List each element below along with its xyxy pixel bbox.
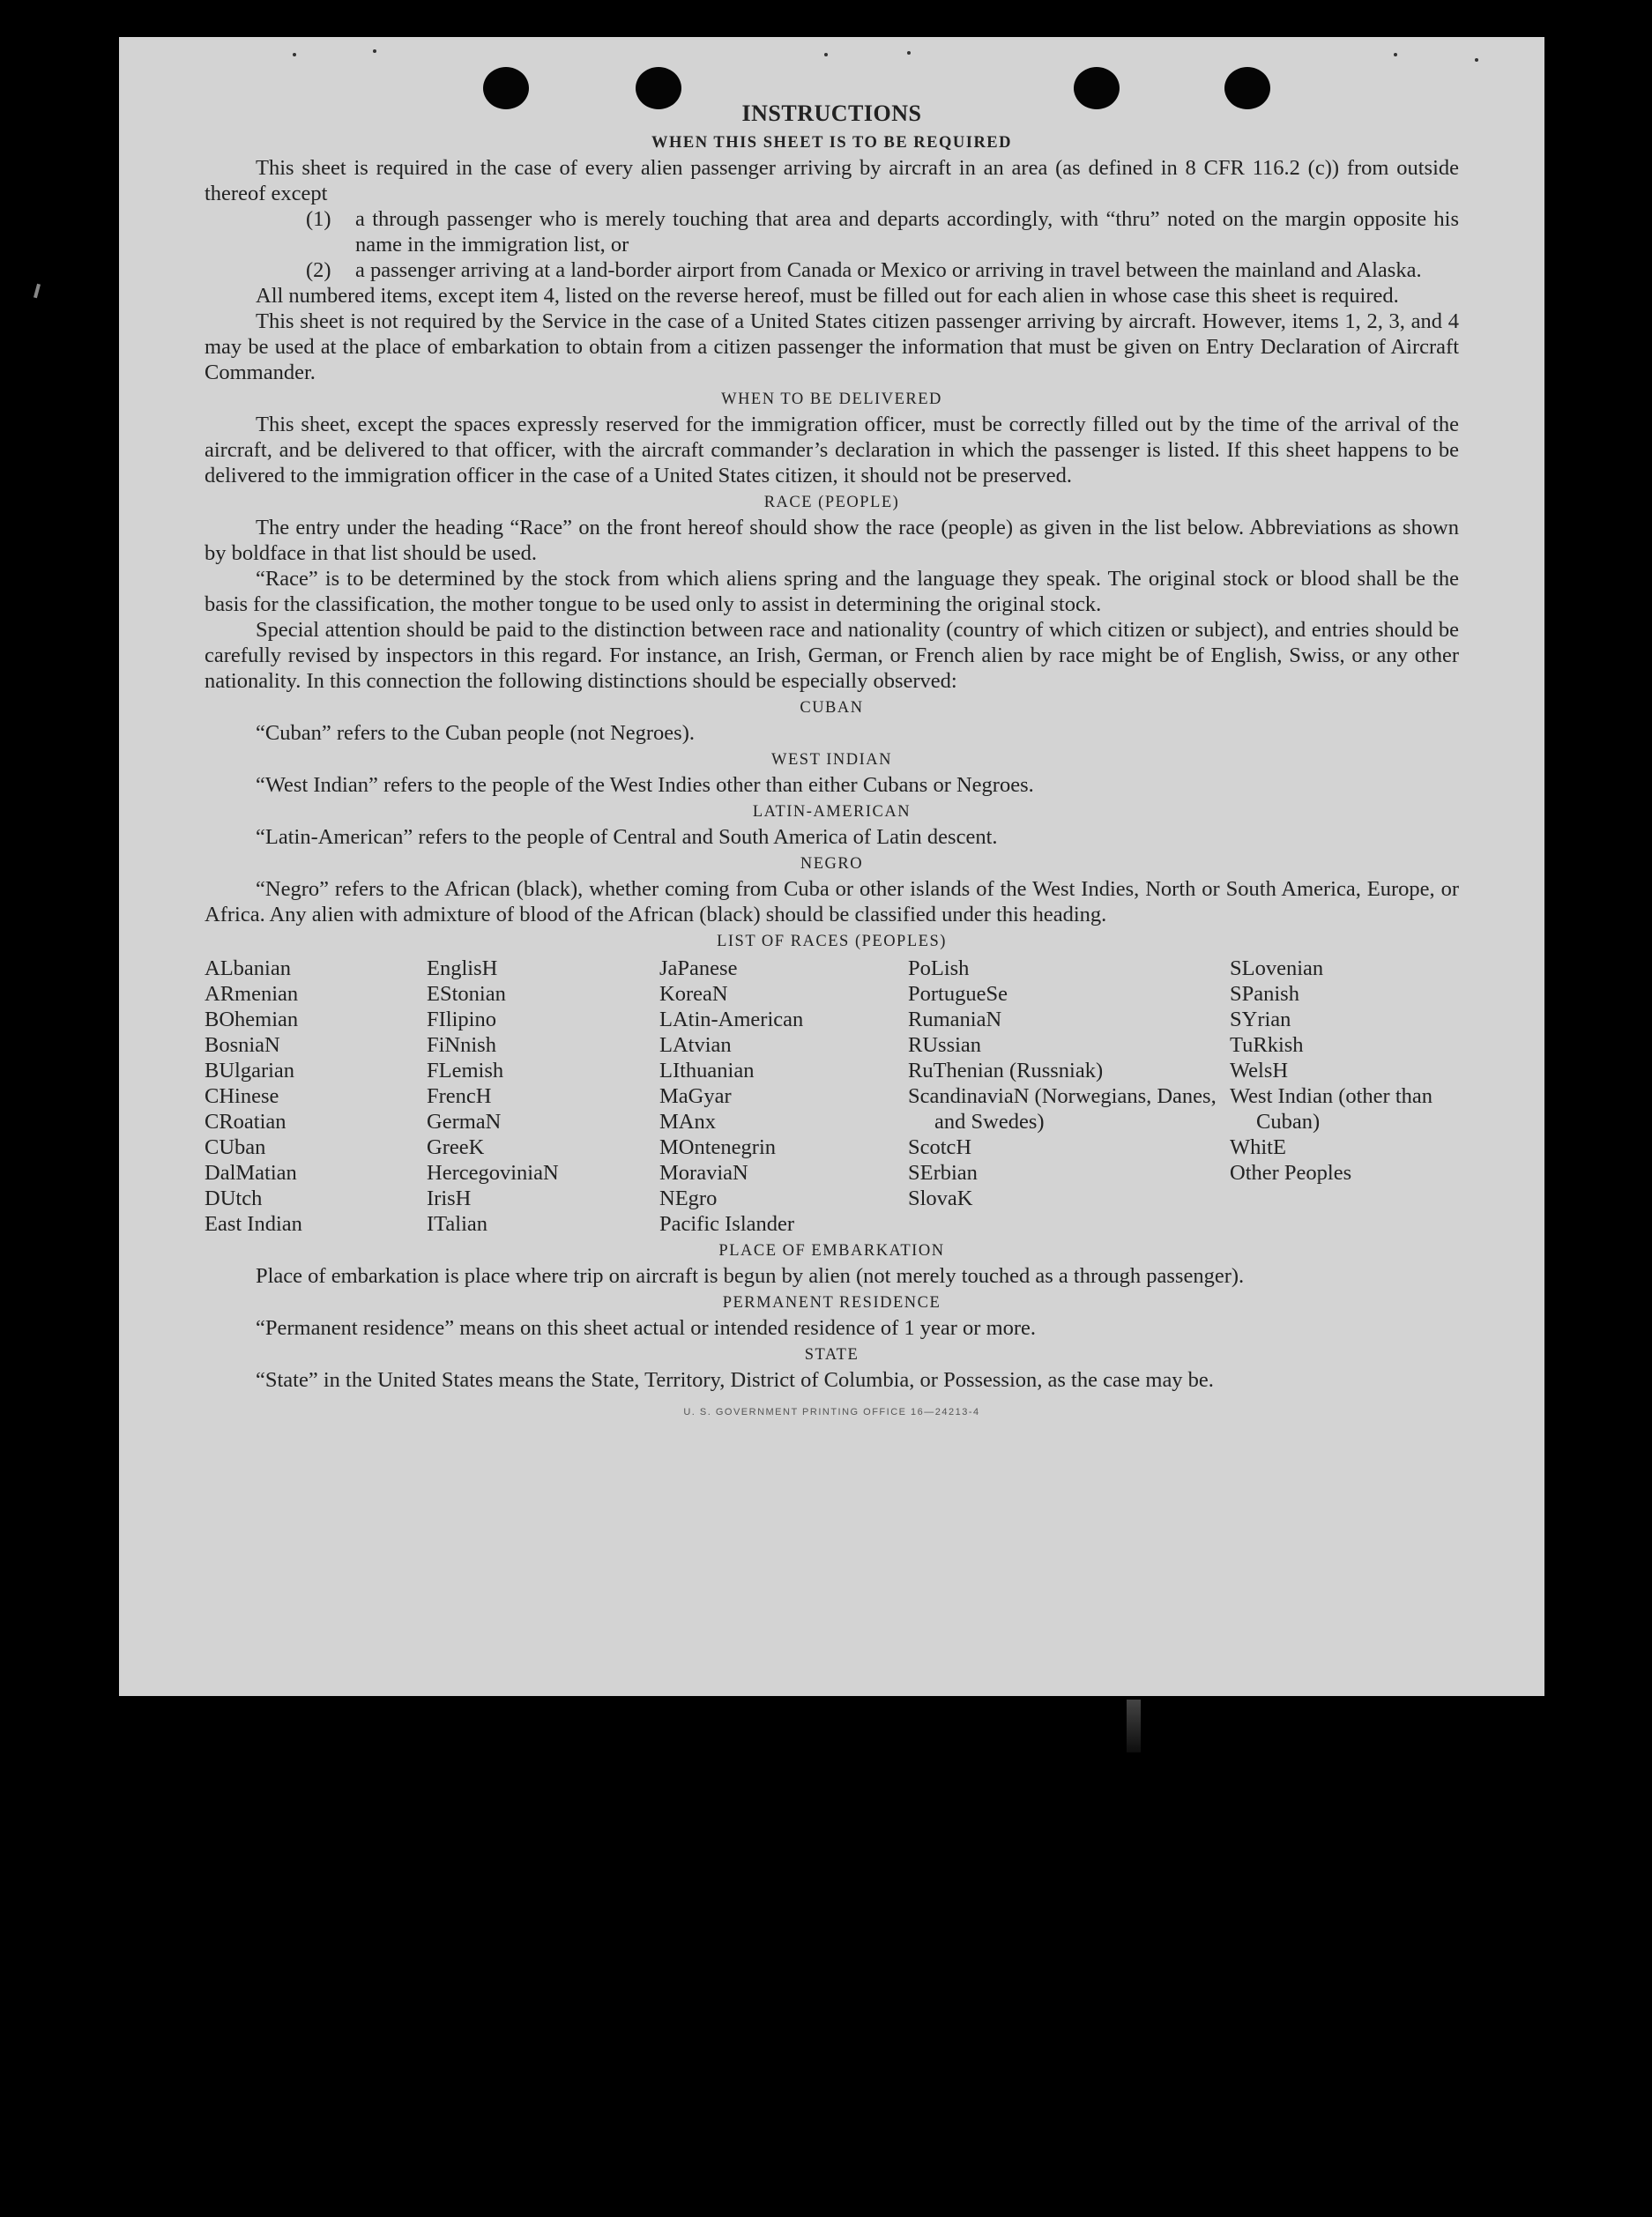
race-item: KoreaN xyxy=(659,982,728,1006)
race-item: ScandinaviaN (Norwegians, Danes, and Swedes) xyxy=(908,1084,1217,1134)
race-item: Other Peoples xyxy=(1230,1161,1352,1185)
race-column xyxy=(659,956,908,1237)
paragraph: Special attention should be paid to the distinction between race and nationality (country of which citizen or subject), and entries should be carefully revised by inspectors in this regard. For instance, an Irish, German, or French alien by race might be of English, Swiss, or any other nationality. In this connection the following distinctions should be especially observed: xyxy=(205,618,1459,693)
list-item xyxy=(306,206,1459,257)
race-item: RumaniaN xyxy=(908,1008,1002,1031)
section-heading: LIST OF RACES (PEOPLES) xyxy=(717,933,947,950)
race-item: JaPanese xyxy=(659,956,738,980)
race-item: PortugueSe xyxy=(908,982,1008,1006)
race-column xyxy=(1230,956,1459,1237)
race-item: ScotcH xyxy=(908,1135,972,1159)
race-item: MaGyar xyxy=(659,1084,732,1108)
race-item: CRoatian xyxy=(205,1110,286,1134)
race-item: ITalian xyxy=(427,1212,488,1236)
speck xyxy=(1394,53,1397,56)
race-item: SLovenian xyxy=(1230,956,1324,980)
section-heading: LATIN-AMERICAN xyxy=(752,803,912,821)
paragraph: “Permanent residence” means on this sheet actual or intended residence of 1 year or more. xyxy=(256,1316,1037,1340)
item-number: (1) xyxy=(306,207,331,231)
race-item: LAtin-American xyxy=(659,1008,804,1031)
paragraph: “State” in the United States means the State, Territory, District of Columbia, or Possession, as the case may be. xyxy=(256,1368,1214,1392)
item-text: a passenger arriving at a land-border airport from Canada or Mexico or arriving in travel between the mainland and Alaska. xyxy=(355,258,1422,282)
race-item: FIlipino xyxy=(427,1008,496,1031)
race-item: Pacific Islander xyxy=(659,1212,795,1236)
list-item xyxy=(306,257,1459,283)
race-item: ARmenian xyxy=(205,982,299,1006)
section-heading: PLACE OF EMBARKATION xyxy=(718,1242,945,1260)
race-item: RUssian xyxy=(908,1033,982,1057)
race-item: EStonian xyxy=(427,982,506,1006)
section-heading: WEST INDIAN xyxy=(771,751,892,769)
paragraph: “West Indian” refers to the people of the West Indies other than either Cubans or Negroes. xyxy=(256,773,1034,797)
paragraph: This sheet is required in the case of every alien passenger arriving by aircraft in an area (as defined in 8 CFR 116.2 (c)) from outside thereof except xyxy=(205,156,1459,205)
race-item: West Indian (other than Cuban) xyxy=(1230,1084,1433,1134)
race-item: WhitE xyxy=(1230,1135,1286,1159)
race-item: RuThenian (Russniak) xyxy=(908,1059,1104,1082)
paragraph: All numbered items, except item 4, listed on the reverse hereof, must be filled out for each alien in whose case this sheet is required. xyxy=(256,284,1399,308)
race-item: FLemish xyxy=(427,1059,504,1082)
race-item: MoraviaN xyxy=(659,1161,748,1185)
speck xyxy=(293,53,296,56)
speck xyxy=(1475,58,1478,62)
race-column xyxy=(427,956,659,1237)
race-item: East Indian xyxy=(205,1212,302,1236)
section-heading: NEGRO xyxy=(800,855,864,873)
race-item: WelsH xyxy=(1230,1059,1289,1082)
race-item: IrisH xyxy=(427,1187,472,1210)
paragraph: “Negro” refers to the African (black), whether coming from Cuba or other islands of the West Indies, North or South America, Europe, or Africa. Any alien with admixture of blood of the African (black) should be classified under this heading. xyxy=(205,877,1459,926)
race-column xyxy=(205,956,427,1237)
races-list xyxy=(205,956,1459,1237)
race-item: LAtvian xyxy=(659,1033,732,1057)
instructions-content xyxy=(205,99,1459,1425)
page-title: INSTRUCTIONS xyxy=(741,100,922,126)
race-item: ALbanian xyxy=(205,956,291,980)
race-item: CHinese xyxy=(205,1084,279,1108)
document-page xyxy=(119,37,1544,1696)
section-heading: RACE (PEOPLE) xyxy=(763,494,900,511)
item-text: a through passenger who is merely touching that area and departs accordingly, with “thru” noted on the margin opposite his name in the immigration list, or xyxy=(355,207,1459,257)
race-item: CUban xyxy=(205,1135,266,1159)
speck xyxy=(824,53,828,56)
printer-footer: U. S. GOVERNMENT PRINTING OFFICE 16—24213-4 xyxy=(683,1407,980,1417)
race-item: MAnx xyxy=(659,1110,716,1134)
section-heading: WHEN THIS SHEET IS TO BE REQUIRED xyxy=(651,134,1013,152)
race-item: BOhemian xyxy=(205,1008,299,1031)
race-item: TuRkish xyxy=(1230,1033,1304,1057)
scan-artifact xyxy=(1127,1700,1141,1752)
race-item: SlovaK xyxy=(908,1187,973,1210)
paragraph: “Cuban” refers to the Cuban people (not Negroes). xyxy=(256,721,695,745)
race-item: BosniaN xyxy=(205,1033,280,1057)
speck xyxy=(373,49,376,53)
section-heading: WHEN TO BE DELIVERED xyxy=(721,391,942,408)
margin-mark xyxy=(33,284,41,298)
race-item: SYrian xyxy=(1230,1008,1291,1031)
paragraph: “Race” is to be determined by the stock from which aliens spring and the language they speak. The original stock or blood shall be the basis for the classification, the mother tongue to be used only to assist in determining the original stock. xyxy=(205,567,1459,616)
race-item: DUtch xyxy=(205,1187,263,1210)
race-item: FrencH xyxy=(427,1084,492,1108)
race-item: HercegoviniaN xyxy=(427,1161,559,1185)
paragraph: This sheet, except the spaces expressly reserved for the immigration officer, must be correctly filled out by the time of the arrival of the aircraft, and be delivered to that officer, with the aircraft commander’s declaration in which the passenger is listed. If this sheet happens to be delivered to the immigration officer in the case of a United States citizen, it should not be preserved. xyxy=(205,413,1459,487)
item-number: (2) xyxy=(306,258,331,282)
race-item: PoLish xyxy=(908,956,970,980)
paragraph: Place of embarkation is place where trip on aircraft is begun by alien (not merely touched as a through passenger). xyxy=(256,1264,1245,1288)
race-item: SPanish xyxy=(1230,982,1299,1006)
race-item: EnglisH xyxy=(427,956,498,980)
race-item: FiNnish xyxy=(427,1033,496,1057)
paragraph: This sheet is not required by the Service in the case of a United States citizen passenger arriving by aircraft. However, items 1, 2, 3, and 4 may be used at the place of embarkation to obtain from a citizen passenger the information that must be given on Entry Declaration of Aircraft Commander. xyxy=(205,309,1459,384)
section-heading: STATE xyxy=(804,1346,859,1364)
paragraph: “Latin-American” refers to the people of Central and South America of Latin descent. xyxy=(256,825,998,849)
section-heading: PERMANENT RESIDENCE xyxy=(722,1294,941,1312)
paragraph: The entry under the heading “Race” on the front hereof should show the race (people) as given in the list below. Abbreviations as shown by boldface in that list should be used. xyxy=(205,516,1459,565)
race-item: NEgro xyxy=(659,1187,718,1210)
speck xyxy=(907,51,911,55)
race-item: GreeK xyxy=(427,1135,485,1159)
race-item: SErbian xyxy=(908,1161,978,1185)
race-item: GermaN xyxy=(427,1110,502,1134)
section-heading: CUBAN xyxy=(800,699,864,717)
race-item: MOntenegrin xyxy=(659,1135,776,1159)
race-column xyxy=(908,956,1230,1237)
race-item: DalMatian xyxy=(205,1161,297,1185)
race-item: LIthuanian xyxy=(659,1059,755,1082)
race-item: BUlgarian xyxy=(205,1059,295,1082)
